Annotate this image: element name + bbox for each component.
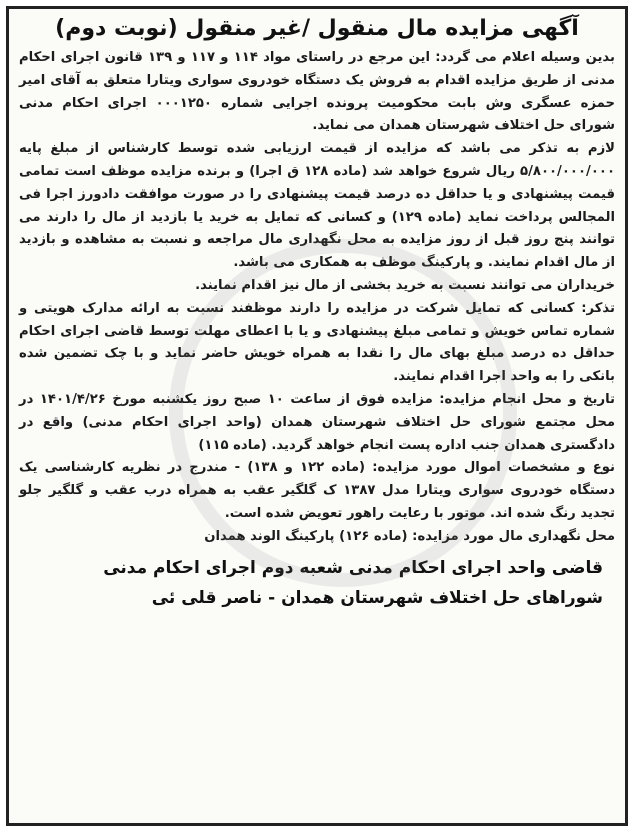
paragraph-partial-purchase: خریداران می توانند نسبت به خرید بخشی از مال نیز اقدام نمایند. [195,277,615,293]
signature-block: قاضی واحد اجرای احکام مدنی شعبه دوم اجرای احکام مدنی شوراهای حل اختلاف شهرستان همدان - ناصر قلی ئی [103,557,603,608]
paragraph-participation-note: تذکر: کسانی که تمایل شرکت در مزایده را دارند موظفند نسبت به ارائه مدارک هویتی و شماره تماس خویش و تمامی مبلغ پیشنهادی و یا با اعطای مهلت توسط قاضی اجرای احکام حداقل ده درصد مبلغ بهای مال را نقدا به همراه خویش حاضر نماید و با چک تضمین شده بانکی را به واحد اجرا اقدام نمایند. [19,300,615,385]
notice-title: آگهی مزایده مال منقول /غیر منقول (نوبت دوم) [55,16,579,41]
paragraph-property-specs: نوع و مشخصات اموال مورد مزایده: (ماده ۱۲۲ و ۱۳۸) - مندرج در نظریه کارشناسی یک دستگاه خودروی سواری ویتارا مدل ۱۳۸۷ ک گلگیر عقب به همراه درب عقب و گلگیر جلو تجدید رنگ شده اند. موتور با رعایت راهور تعویض شده است. [19,460,616,521]
auction-notice [6,6,628,826]
paragraph-storage-location: محل نگهداری مال مورد مزایده: (ماده ۱۲۶) پارکینگ الوند همدان [204,528,615,544]
paragraph-announcement: بدین وسیله اعلام می گردد: این مرجع در راستای مواد ۱۱۴ و ۱۱۷ و ۱۳۹ قانون اجرای احکام مدنی از طریق مزایده اقدام به فروش یک دستگاه خودروی سواری ویتارا متعلق به آقای امیر حمزه عسگری وش بابت محکومیت پرونده اجرایی شماره ۰۰۰۱۲۵۰ اجرای احکام مدنی شورای حل اختلاف شهرستان همدان می نماید. [19,50,615,134]
paragraph-date-location: تاریخ و محل انجام مزایده: مزایده فوق از ساعت ۱۰ صبح روز یکشنبه مورخ ۱۴۰۱/۴/۲۶ در محل مجتمع شورای حل اختلاف شهرستان همدان (واحد اجرای احکام مدنی) واقع در دادگستری همدان جنب اداره پست انجام خواهد گردید. (ماده ۱۱۵) [19,391,615,453]
paragraph-base-price: لازم به تذکر می باشد که مزایده از قیمت ارزیابی شده توسط کارشناس از مبلغ پایه ۵/۸۰۰/۰۰۰/۰۰۰ ریال شروع خواهد شد (ماده ۱۲۸ ق اجرا) و برنده مزایده موظف است تمامی قیمت پیشنهادی و یا حداقل ده درصد قیمت پیشنهادی را در صورت موافقت دادورز اجرا فی المجالس پرداخت نماید (ماده ۱۲۹) و کسانی که تمایل به خرید یا بازدید از مال را دارند می توانند پنج روز قبل از روز مزایده به محل نگهداری مال مراجعه و نسبت به مشاهده و بازدید از مال اقدام نمایند. و پارکینگ موظف به همکاری می باشد. [19,141,615,271]
